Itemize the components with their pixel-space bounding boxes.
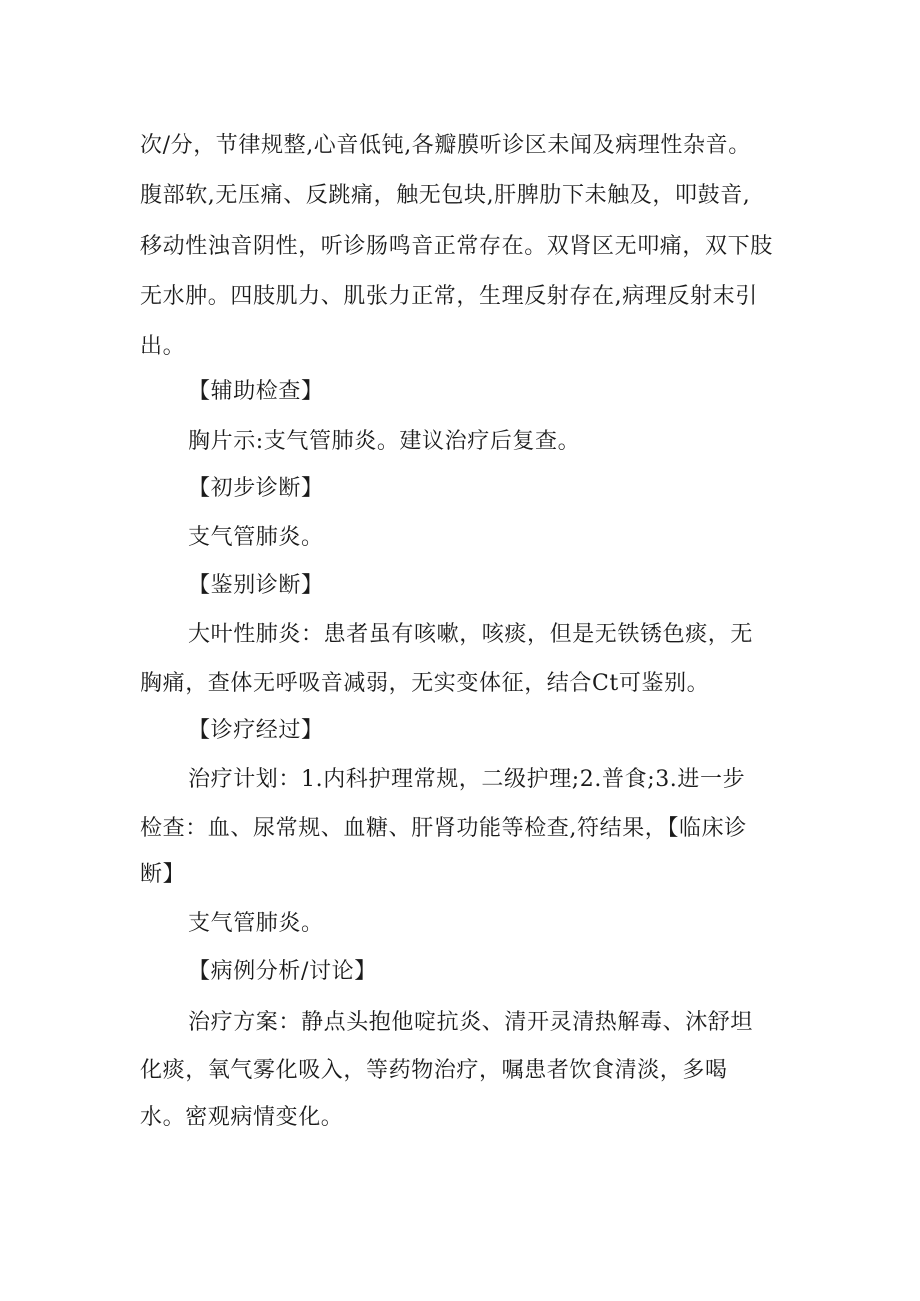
text-line: 出。 <box>140 334 186 359</box>
section-heading-treatment-course: 【诊疗经过】 <box>188 718 324 743</box>
text-line: 支气管肺炎。 <box>188 525 324 550</box>
text-line: 水。密观病情变化。 <box>140 1105 344 1130</box>
section-heading-case-analysis: 【病例分析/讨论】 <box>188 959 377 984</box>
text-line: 腹部软,无压痛、反跳痛，触无包块,肝脾肋下未触及，叩鼓音, <box>140 183 751 208</box>
text-line: 治疗计划：1.内科护理常规，二级护理;2.普食;3.进一步 <box>188 767 746 792</box>
section-heading-differential-diagnosis: 【鉴别诊断】 <box>188 573 324 598</box>
text-line: 无水肿。四肢肌力、肌张力正常，生理反射存在,病理反射末引 <box>140 284 758 309</box>
text-line: 次/分，节律规整,心音低钝,各瓣膜听诊区未闻及病理性杂音。 <box>140 133 751 158</box>
text-line: 移动性浊音阴性，听诊肠鸣音正常存在。双肾区无叩痛，双下肢 <box>140 234 773 259</box>
text-line: 支气管肺炎。 <box>188 911 324 936</box>
section-heading-auxiliary-exam: 【辅助检查】 <box>188 379 324 404</box>
text-line: 胸痛，查体无呼吸音减弱，无实变体征，结合Ct可鉴别。 <box>140 671 710 696</box>
section-heading-preliminary-diagnosis: 【初步诊断】 <box>188 476 324 501</box>
text-line: 大叶性肺炎：患者虽有咳嗽，咳痰，但是无铁锈色痰，无 <box>188 622 754 647</box>
text-line: 化痰，氧气雾化吸入，等药物治疗，嘱患者饮食清淡，多喝 <box>140 1058 728 1083</box>
text-line: 胸片示:支气管肺炎。建议治疗后复查。 <box>188 429 581 454</box>
text-line: 断】 <box>140 862 186 887</box>
text-line: 治疗方案：静点头抱他啶抗炎、清开灵清热解毒、沐舒坦 <box>188 1010 754 1035</box>
text-line: 检查：血、尿常规、血糖、肝肾功能等检查,符结果，【临床诊 <box>140 816 747 841</box>
